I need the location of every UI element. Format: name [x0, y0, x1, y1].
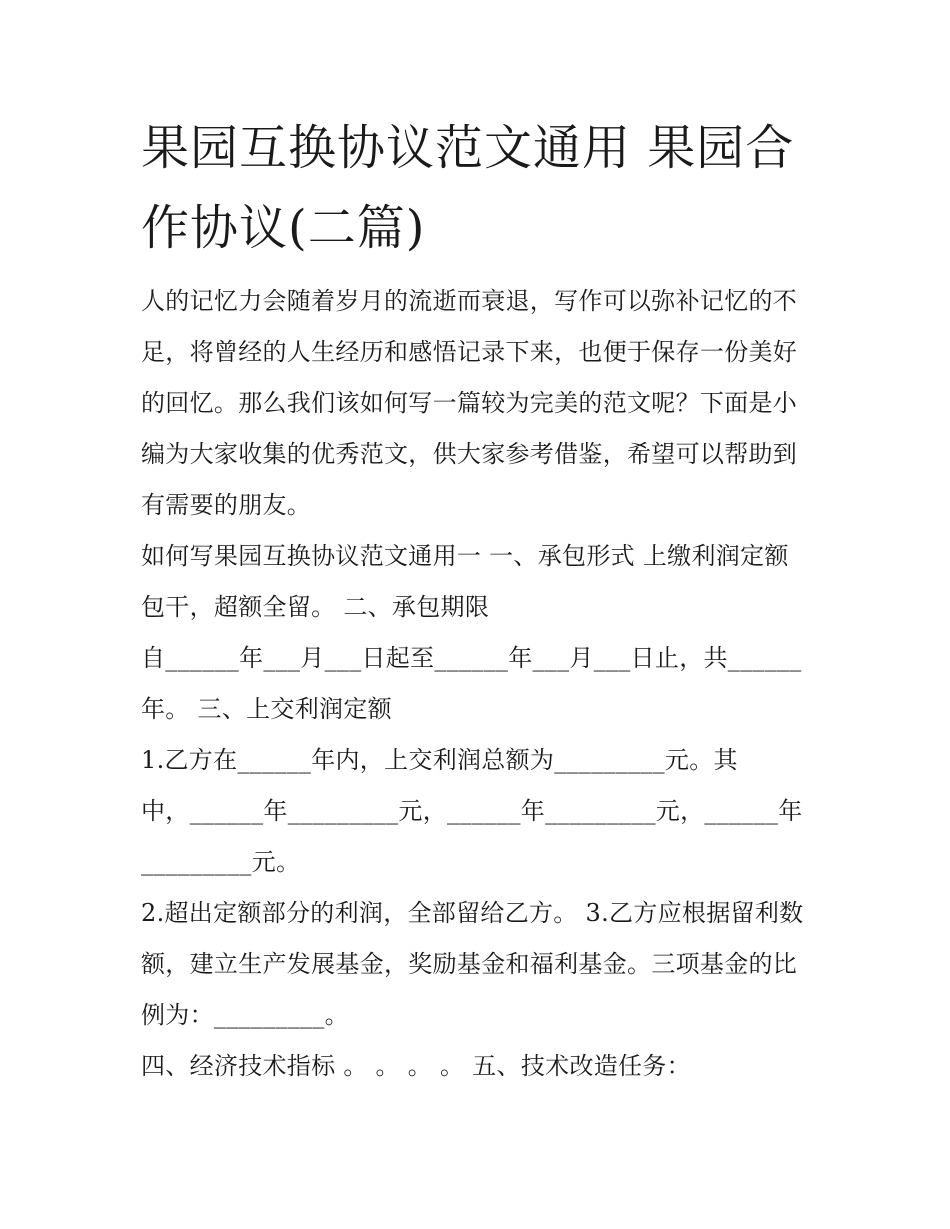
- text-line: 足，将曾经的人生经历和感悟记录下来，也便于保存一份美好: [141, 338, 798, 366]
- paragraph-section-1-2: [141, 531, 813, 633]
- paragraph-section-4-5: [141, 1041, 813, 1092]
- document-page: [141, 108, 813, 1092]
- text-line: 有需要的朋友。: [141, 491, 312, 519]
- text-line: 1.乙方在______年内，上交利润总额为_________元。其: [141, 746, 738, 774]
- text-line: 的回忆。那么我们该如何写一篇较为完美的范文呢？下面是小: [141, 389, 798, 417]
- paragraph-period: [141, 633, 813, 735]
- text-line: 年。 三、上交利润定额: [141, 695, 392, 723]
- text-line: 包干，超额全留。 二、承包期限: [141, 593, 490, 621]
- text-line: 中，______年_________元，______年_________元，______年: [141, 797, 803, 825]
- title-line: 果园互换协议范文通用 果园合: [141, 120, 795, 176]
- text-line: 自______年___月___日起至______年___月___日止，共______: [141, 644, 802, 672]
- text-line: 2.超出定额部分的利润，全部留给乙方。 3.乙方应根据留利数: [141, 899, 804, 927]
- text-line: 额，建立生产发展基金，奖励基金和福利基金。三项基金的比: [141, 950, 798, 978]
- text-line: 四、经济技术指标 。 。 。 。 五、技术改造任务：: [141, 1052, 691, 1080]
- text-line: 人的记忆力会随着岁月的流逝而衰退，写作可以弥补记忆的不: [141, 287, 798, 315]
- title-line: 作协议(二篇): [141, 200, 426, 256]
- text-line: 例为：_________。: [141, 1001, 349, 1029]
- paragraph-clause-2-3: [141, 888, 813, 1041]
- text-line: 如何写果园互换协议范文通用一 一、承包形式 上缴利润定额: [141, 542, 789, 570]
- document-title: [141, 108, 813, 268]
- text-line: _________元。: [141, 848, 301, 876]
- text-line: 编为大家收集的优秀范文，供大家参考借鉴，希望可以帮助到: [141, 440, 798, 468]
- paragraph-intro: [141, 276, 813, 531]
- paragraph-clause-1: [141, 735, 813, 888]
